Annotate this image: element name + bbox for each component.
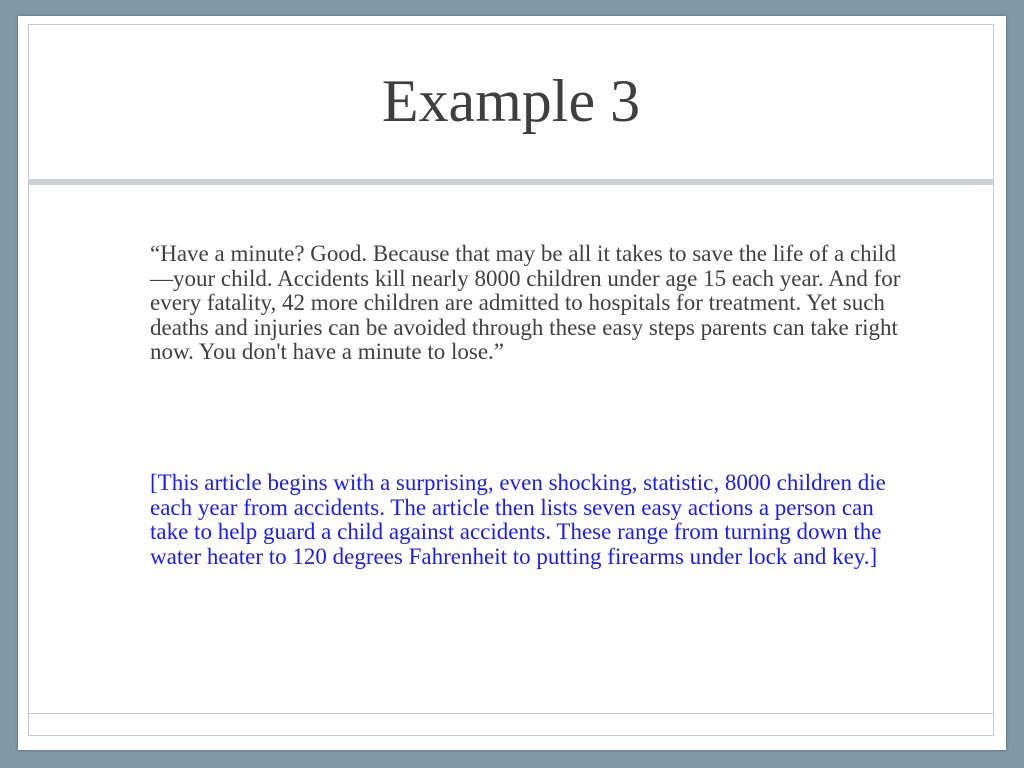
quote-paragraph: “Have a minute? Good. Because that may be all it takes to save the life of a child—your child. Accidents kill nearly 8000 children under age 15 each year. And for every fatality, 42 more children are admitted to hospitals for treatment. Yet such deaths and injuries can be avoided through these easy steps parents can take right now. You don't have a minute to lose.” <box>150 241 901 365</box>
footer-divider <box>28 713 994 714</box>
commentary-paragraph: [This article begins with a surprising, even shocking, statistic, 8000 children die each year from accidents. The article then lists seven easy actions a person can take to help guard a child against accidents. These range from turning down the water heater to 120 degrees Fahrenheit to putting firearms under lock and key.] <box>150 470 886 569</box>
slide <box>18 16 1006 750</box>
slide-title: Example 3 <box>381 68 641 134</box>
title-divider <box>28 179 994 185</box>
